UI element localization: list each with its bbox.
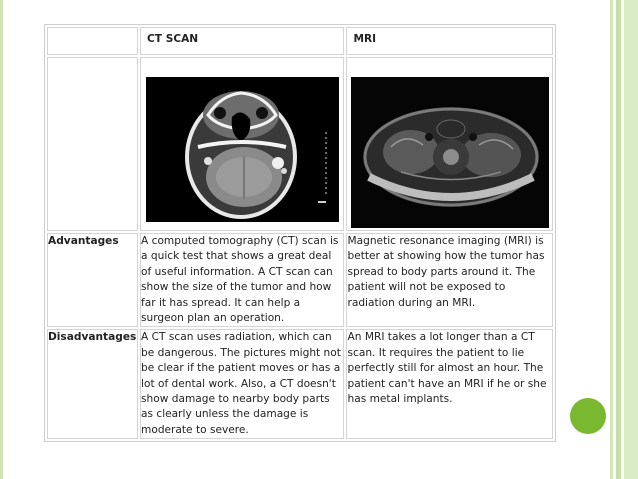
slide-right-stripe xyxy=(610,0,613,479)
slide-accent-circle xyxy=(570,398,606,434)
mri-advantages-text: Magnetic resonance imaging (MRI) is better at showing how the tumor has spread to body parts around it. The patient will not be exposed to radiation during an MRI. xyxy=(346,233,553,327)
header-row xyxy=(47,27,553,55)
disadvantages-row xyxy=(47,329,553,439)
header-empty-cell xyxy=(47,27,138,55)
ct-advantages-text: A computed tomography (CT) scan is a quick test that shows a great deal of useful information. A CT scan can show the size of the tumor and how far it has spread. It can help a surgeon plan an operation. xyxy=(140,233,344,327)
comparison-table xyxy=(44,24,556,442)
image-row-label-cell xyxy=(47,57,138,231)
header-mri: MRI xyxy=(346,27,553,55)
disadvantages-label: Disadvantages xyxy=(47,329,138,439)
ct-disadvantages-text: A CT scan uses radiation, which can be dangerous. The pictures might not be clear if the patient moves or has a lot of dental work. Also, a CT doesn't show damage to nearby body parts as clearly unless the damage is moderate to severe. xyxy=(140,329,344,439)
slide-left-rule xyxy=(0,0,3,479)
mri-image-cell xyxy=(346,57,553,231)
ct-image-cell xyxy=(140,57,344,231)
advantages-row xyxy=(47,233,553,327)
slide-right-stripe xyxy=(624,0,638,479)
advantages-label: Advantages xyxy=(47,233,138,327)
ct-scan-image xyxy=(146,77,339,222)
mri-scan-image xyxy=(351,77,549,228)
slide-right-stripe xyxy=(616,0,621,479)
header-ct-scan: CT SCAN xyxy=(140,27,344,55)
image-row xyxy=(47,57,553,231)
mri-disadvantages-text: An MRI takes a lot longer than a CT scan. It requires the patient to lie perfectly still for almost an hour. The patient can't have an MRI if he or she has metal implants. xyxy=(346,329,553,439)
